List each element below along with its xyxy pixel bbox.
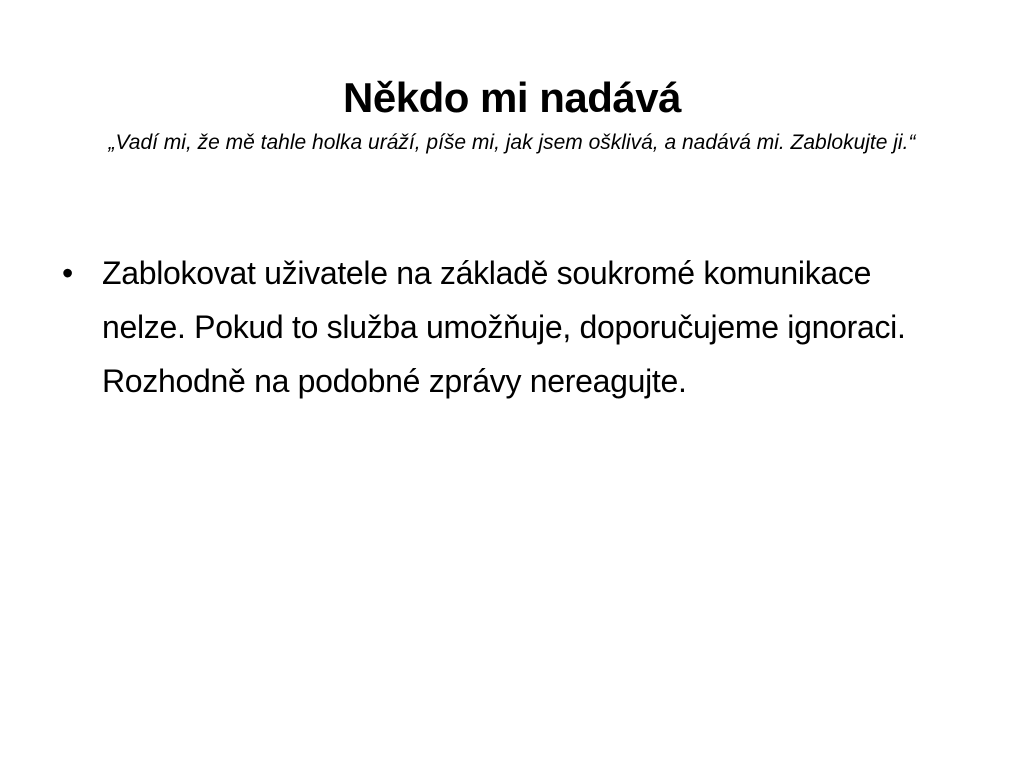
bullet-list (62, 246, 962, 408)
bullet-item (62, 246, 962, 408)
title-block (60, 72, 964, 158)
slide-title: Někdo mi nadává (343, 74, 681, 121)
bullet-text: Zablokovat uživatele na základě soukromé komunikace nelze. Pokud to služba umožňuje, doporučujeme ignoraci. Rozhodně na podobné zprávy nereagujte. (102, 255, 906, 399)
content-area (62, 246, 962, 408)
bullet-icon: • (62, 255, 73, 291)
slide-subtitle-quote: „Vadí mi, že mě tahle holka uráží, píše mi, jak jsem ošklivá, a nadává mi. Zablokujte ji.“ (108, 131, 916, 154)
